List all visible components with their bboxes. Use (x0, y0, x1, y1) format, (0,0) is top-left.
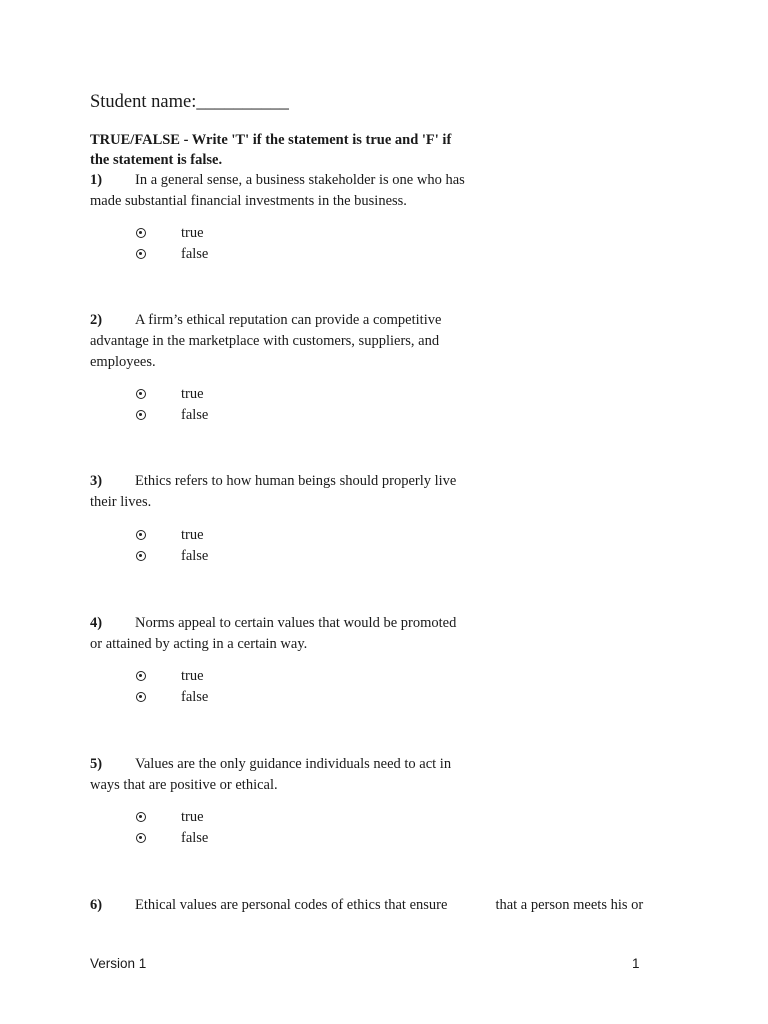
option-label: false (181, 406, 209, 423)
question-text: In a general sense, a business stakeholder is one who has made substantial financial investments in the business. (90, 172, 465, 209)
question-number: 2) (90, 312, 103, 328)
radio-icon[interactable] (136, 671, 146, 681)
option-label: false (181, 245, 209, 262)
question-text-part1: Ethical values are personal codes of ethics that ensure (135, 897, 448, 913)
question-6 (90, 895, 690, 916)
radio-icon[interactable] (136, 530, 146, 540)
radio-icon[interactable] (136, 249, 146, 259)
radio-icon[interactable] (136, 389, 146, 399)
radio-icon[interactable] (136, 228, 146, 238)
question-text-part2: that a person meets his or (495, 897, 644, 913)
question-number: 3) (90, 473, 103, 489)
radio-icon[interactable] (136, 833, 146, 843)
question-4 (90, 613, 470, 655)
option-label: false (181, 829, 209, 846)
option-label: false (181, 688, 209, 705)
radio-icon[interactable] (136, 812, 146, 822)
radio-icon[interactable] (136, 692, 146, 702)
question-number: 6) (90, 897, 103, 913)
option-label: true (181, 225, 204, 241)
question-1 (90, 170, 470, 212)
page-number: 1 (632, 956, 640, 971)
question-text: Values are the only guidance individuals need to act in ways that are positive or ethical. (90, 756, 452, 793)
question-text: Ethics refers to how human beings should properly live their lives. (90, 473, 457, 510)
option-label: true (181, 809, 204, 825)
radio-icon[interactable] (136, 551, 146, 561)
radio-icon[interactable] (136, 410, 146, 420)
question-2 (90, 310, 470, 373)
question-text: Norms appeal to certain values that would be promoted or attained by acting in a certain way. (90, 615, 457, 652)
option-label: true (181, 527, 204, 543)
footer-version: Version 1 (90, 956, 147, 971)
question-3 (90, 471, 470, 513)
question-number: 1) (90, 172, 103, 188)
question-number: 4) (90, 615, 103, 631)
student-name-field: Student name:__________ (90, 92, 289, 112)
question-5 (90, 754, 470, 796)
option-label: false (181, 547, 209, 564)
question-text: A firm’s ethical reputation can provide a competitive advantage in the marketplace with customers, suppliers, and employees. (90, 312, 442, 370)
option-label: true (181, 386, 204, 402)
instructions-heading: TRUE/FALSE - Write 'T' if the statement is true and 'F' if the statement is false. (90, 132, 452, 168)
question-number: 5) (90, 756, 103, 772)
option-label: true (181, 668, 204, 684)
